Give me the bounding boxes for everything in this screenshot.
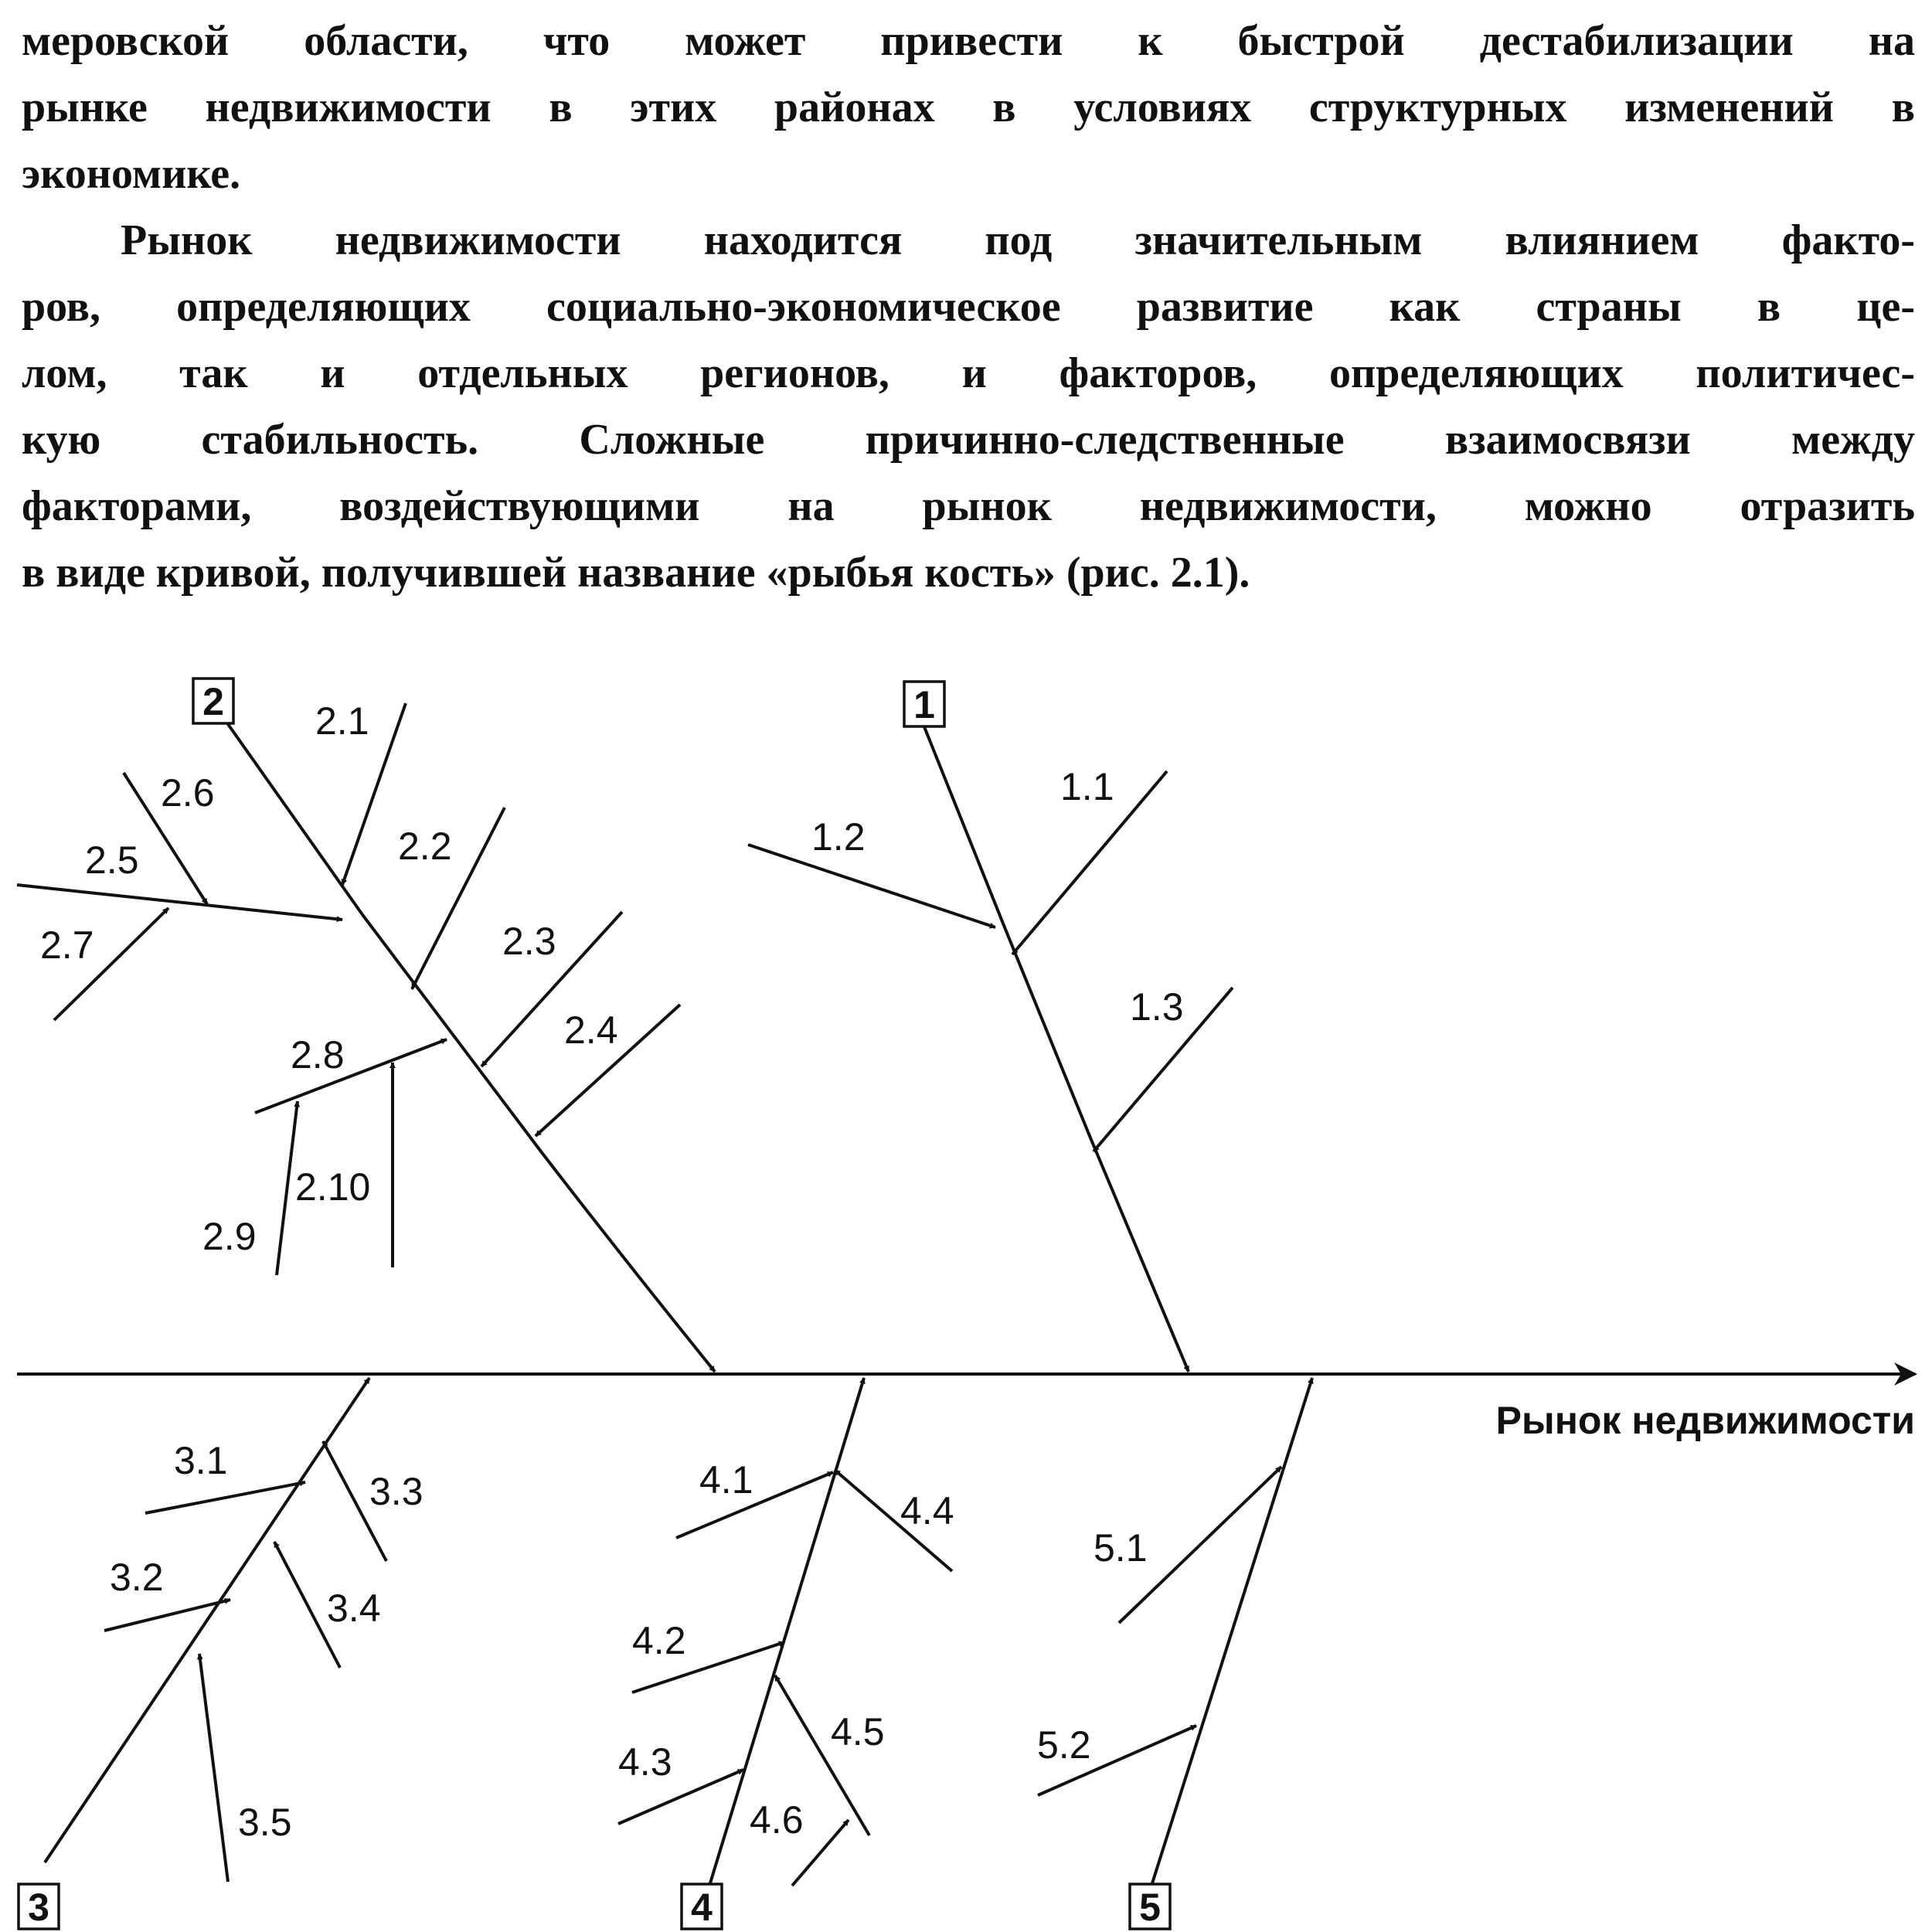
main-cause-label-3: 3 xyxy=(28,1886,49,1929)
label-4-5: 4.5 xyxy=(831,1710,885,1753)
axis-label: Рынок недвижимости xyxy=(1495,1399,1915,1442)
label-5-1: 5.1 xyxy=(1094,1526,1148,1570)
label-2-5: 2.5 xyxy=(85,838,139,882)
main-cause-label-5: 5 xyxy=(1139,1886,1161,1929)
text-line: ров, определяющих социально-экономическое развитие как страны в це- xyxy=(22,283,1915,331)
arrow-2-5 xyxy=(17,885,342,920)
label-2-3: 2.3 xyxy=(502,920,556,963)
label-2-8: 2.8 xyxy=(291,1033,345,1077)
label-3-5: 3.5 xyxy=(238,1801,292,1844)
arrow-1-2 xyxy=(748,845,995,927)
label-2-6: 2.6 xyxy=(161,771,215,815)
label-4-4: 4.4 xyxy=(900,1489,954,1532)
arrow-2-9 xyxy=(277,1101,298,1275)
label-2-7: 2.7 xyxy=(40,923,94,967)
bone-1 xyxy=(923,725,1189,1372)
label-3-3: 3.3 xyxy=(369,1470,423,1513)
label-5-2: 5.2 xyxy=(1037,1723,1091,1767)
label-2-2: 2.2 xyxy=(398,825,452,868)
main-cause-label-4: 4 xyxy=(691,1886,713,1929)
body-text xyxy=(22,8,1915,606)
label-2-1: 2.1 xyxy=(315,699,369,743)
label-2-9: 2.9 xyxy=(202,1215,257,1258)
label-3-1: 3.1 xyxy=(174,1439,228,1482)
label-1-2: 1.2 xyxy=(811,815,866,859)
text-line: рынке недвижимости в этих районах в условиях структурных изменений в xyxy=(22,83,1915,131)
arrow-3-5 xyxy=(199,1654,228,1882)
label-4-1: 4.1 xyxy=(699,1458,753,1502)
arrow-2-8 xyxy=(255,1039,447,1113)
text-line: факторами, воздействующими на рынок недвижимости, можно отразить xyxy=(22,482,1915,530)
label-2-4: 2.4 xyxy=(564,1009,618,1052)
text-line: кую стабильность. Сложные причинно-следственные взаимосвязи между xyxy=(22,416,1915,464)
main-cause-label-2: 2 xyxy=(202,680,224,723)
label-4-6: 4.6 xyxy=(750,1798,804,1842)
label-1-3: 1.3 xyxy=(1130,985,1184,1029)
bone-5 xyxy=(1151,1378,1312,1886)
label-1-1: 1.1 xyxy=(1060,765,1114,808)
label-4-3: 4.3 xyxy=(618,1740,672,1784)
main-cause-label-1: 1 xyxy=(913,683,935,726)
label-3-2: 3.2 xyxy=(110,1556,164,1599)
label-3-4: 3.4 xyxy=(327,1587,381,1630)
fishbone-diagram xyxy=(0,657,1932,1932)
label-2-10: 2.10 xyxy=(295,1165,371,1209)
text-line: лом, так и отдельных регионов, и факторов, определяющих политичес- xyxy=(22,349,1915,397)
label-4-2: 4.2 xyxy=(632,1619,686,1662)
text-line: в виде кривой, получившей название «рыбья кость» (рис. 2.1). xyxy=(22,549,1250,597)
text-line: экономике. xyxy=(22,150,241,198)
text-line: Рынок недвижимости находится под значительным влиянием факто- xyxy=(121,216,1915,264)
text-line: меровской области, что может привести к быстрой дестабилизации на xyxy=(22,17,1915,65)
